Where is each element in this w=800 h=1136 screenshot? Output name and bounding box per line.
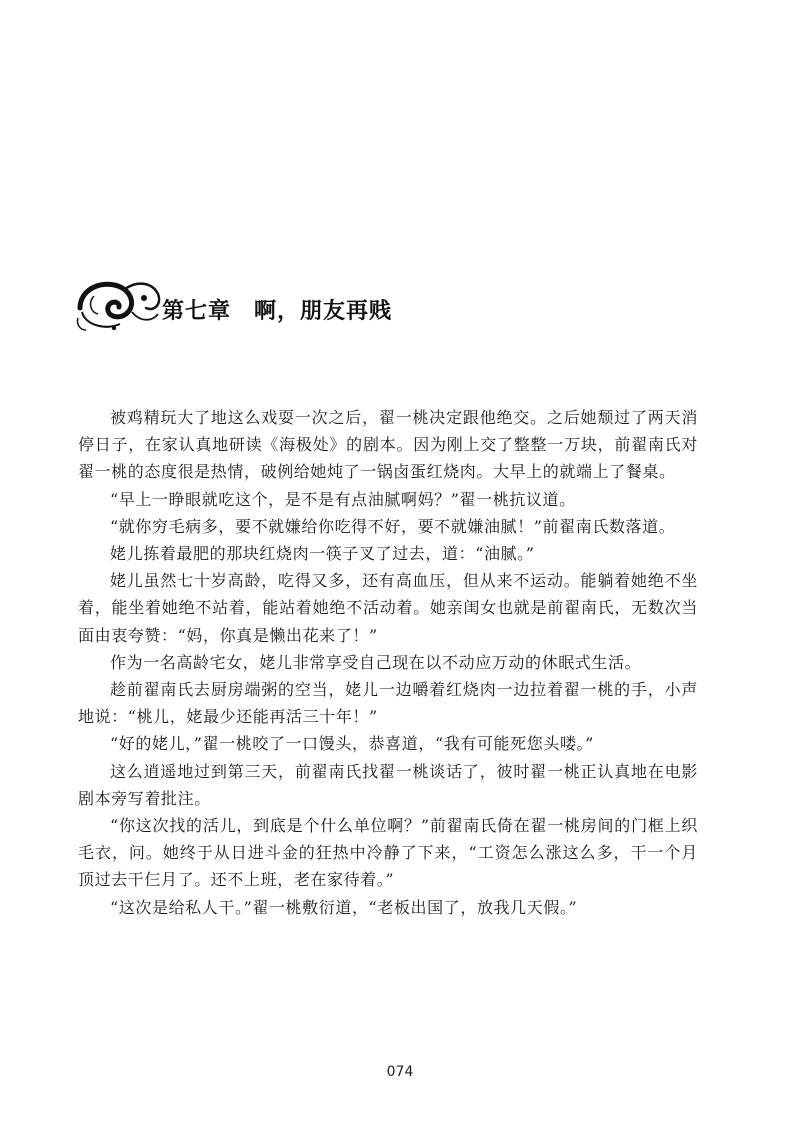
chapter-body <box>78 404 698 921</box>
swirl-ornament-icon <box>74 272 164 336</box>
paragraph: “就你穷毛病多，要不就嫌给你吃得不好，要不就嫌油腻！”前翟南氏数落道。 <box>110 516 676 536</box>
paragraph: 这么逍遥地过到第三天，前翟南氏找翟一桃谈话了，彼时翟一桃正认真地在电影剧本旁写着批注。 <box>78 761 698 808</box>
paragraph: 趁前翟南氏去厨房端粥的空当，姥儿一边嚼着红烧肉一边拉着翟一桃的手，小声地说：“桃儿，姥最少还能再活三十年！” <box>78 680 698 727</box>
paragraph: “早上一睁眼就吃这个，是不是有点油腻啊妈？”翟一桃抗议道。 <box>110 489 576 509</box>
paragraph: “这次是给私人干。”翟一桃敷衍道，“老板出国了，放我几天假。” <box>110 897 578 917</box>
page-number: 074 <box>386 1064 414 1080</box>
chapter-title: 第七章 啊，朋友再贱 <box>162 299 393 324</box>
chapter-heading <box>74 272 574 342</box>
paragraph: 被鸡精玩大了地这么戏耍一次之后，翟一桃决定跟他绝交。之后她颓过了两天消停日子，在家认真地研读《海极处》的剧本。因为刚上交了整整一万块，前翟南氏对翟一桃的态度很是热情，破例给她炖了一锅卤蛋红烧肉。大早上的就端上了餐桌。 <box>78 408 698 482</box>
paragraph: “你这次找的活儿，到底是个什么单位啊？”前翟南氏倚在翟一桃房间的门框上织毛衣，问。她终于从日进斗金的狂热中冷静了下来，“工资怎么涨这么多，干一个月顶过去干仨月了。还不上班，老在家待着。” <box>78 816 698 890</box>
paragraph: 作为一名高龄宅女，姥儿非常享受自己现在以不动应万动的休眠式生活。 <box>110 652 642 672</box>
paragraph: “好的姥儿，”翟一桃咬了一口馒头，恭喜道，“我有可能死您头喽。” <box>110 734 594 754</box>
paragraph: 姥儿拣着最肥的那块红烧肉一筷子叉了过去，道：“油腻。” <box>110 544 535 564</box>
paragraph: 姥儿虽然七十岁高龄，吃得又多，还有高血压，但从来不运动。能躺着她绝不坐着，能坐着她绝不站着，能站着她绝不活动着。她亲闺女也就是前翟南氏，无数次当面由衷夸赞：“妈，你真是懒出花来了！” <box>78 571 698 645</box>
